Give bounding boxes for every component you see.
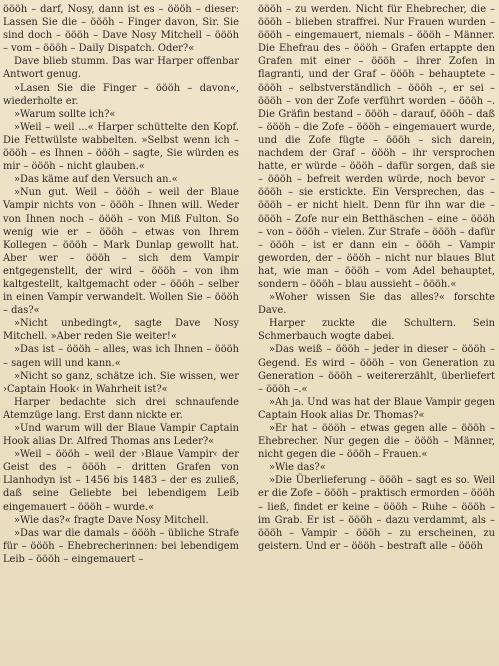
paragraph: Harper zuckte die Schultern. Sein Schmerbauch wogte dabei. [258,318,495,343]
paragraph: »Das käme auf den Versuch an.« [14,174,178,186]
paragraph: öööh – darf, Nosy, dann ist es – öööh – dieser: Lassen Sie die – öööh – Finger davon, Sir. Sie sind doch – öööh – Dave Nosy Mitchell – öööh – vom – öööh – Daily Dispatch. Oder?« [3,4,239,55]
paragraph: »Wie das?« fragte Dave Nosy Mitchell. [14,514,209,526]
paragraph: öööh – zu werden. Nicht für Ehebrecher, die – öööh – blieben straffrei. Nur Frauen wurden – öööh – eingemauert, niemals – öööh – Männer. Die Ehefrau des – öööh – Grafen ertappte den Grafen mit einer – öööh – ihrer Zofen in flagranti, und der Graf – öööh – behauptete – öööh – selbstverständlich – öööh –, er sei – öööh – von der Zofe verführt worden – öööh –. Die Gräfin bestand – öööh – darauf, öööh – daß – öööh – die Zofe – öööh – eingemauert wurde, und die Zofe fügte – öööh – sich darein, nachdem der Graf – öööh – ihr versprochen hatte, er würde – öööh – dafür sorgen, daß sie – öööh – befreit werden würde, noch bevor – öööh – sie erstickte. Ein Versprechen, das – öööh – er nicht hielt. Denn für ihn war die – öööh – Zofe nur ein Betthäschen – eine – öööh – von – öööh – vielen. Zur Strafe – öööh – dafür – öööh – ist er dann ein – öööh – Vampir geworden, der – öööh – nicht nur blaues Blut hat, wie man – öööh – vom Adel behauptet, sondern – öööh – blau aussieht – öööh.« [258,4,495,290]
paragraph: Harper bedachte sich drei schnaufende Atemzüge lang. Erst dann nickte er. [3,396,239,421]
left-column [3,3,239,566]
paragraph: »Er hat – öööh – etwas gegen alle – öööh – Ehebrecher. Nur gegen die – öööh – Männer, nicht gegen die – öööh – Frauen.« [258,423,495,461]
paragraph: »Wie das?« [269,462,326,474]
paragraph: »Weil – öööh – weil der ›Blaue Vampir‹ der Geist des – öööh – dritten Grafen von Llanhodyn ist – 1456 bis 1483 – der es zuließ, daß seine Geliebte bei lebendigem Leib eingemauert – öööh – wurde.« [3,449,239,513]
paragraph: »Lasen Sie die Finger – öööh – davon«, wiederholte er. [3,82,239,107]
paragraph: »Das ist – öööh – alles, was ich Ihnen – öööh – sagen will und kann.« [3,344,239,369]
right-column [258,3,495,553]
paragraph: »Ah ja. Und was hat der Blaue Vampir gegen Captain Hook alias Dr. Thomas?« [258,396,495,421]
paragraph: Dave blieb stumm. Das war Harper offenbar Antwort genug. [3,56,239,81]
paragraph: »Das weiß – öööh – jeder in dieser – öööh – Gegend. Es wird – öööh – von Generation zu Generation – öööh – weitererzählt, überliefert – öööh –.« [258,344,495,395]
paragraph: »Nun gut. Weil – öööh – weil der Blaue Vampir nichts von – öööh – Ihnen will. Weder von Ihnen noch – öööh – von Miß Fulton. So wenig wie er – öööh – etwas von Ihrem Kollegen – öööh – Mark Dunlap gewollt hat. Aber wer – öööh – sich dem Vampir entgegenstellt, der wird – öööh – von ihm kaltgestellt, kaltgemacht oder – öööh – selber in einen Vampir verwandelt. Wollen Sie – öööh – das?« [3,187,239,317]
paragraph: »Das war die damals – öööh – übliche Strafe für – öööh – Ehebrecherinnen: bei lebendigem Leib – öööh – eingemauert – [3,527,239,565]
paragraph: »Warum sollte ich?« [14,108,116,120]
paragraph: »Nicht unbedingt«, sagte Dave Nosy Mitchell. »Aber reden Sie weiter!« [3,318,239,343]
paragraph: »Weil – weil ...« Harper schüttelte den Kopf. Die Fettwülste wabbelten. »Selbst wenn ich – öööh – es Ihnen – öööh – sagte, Sie würden es mir – öööh – nicht glauben.« [3,121,239,173]
paragraph: »Und warum will der Blaue Vampir Captain Hook alias Dr. Alfred Thomas ans Leder?« [3,423,239,448]
paragraph: »Woher wissen Sie das alles?« forschte Dave. [258,292,495,317]
paragraph: »Die Überlieferung – öööh – sagt es so. Weil er die Zofe – öööh – praktisch ermorden – öööh – ließ, findet er keine – öööh – Ruhe – öööh – im Grab. Er ist – öööh – dazu verdammt, als – öööh – Vampir – öööh – zu erscheinen, zu geistern. Und er – öööh – bestraft alle – öööh [258,475,495,552]
paragraph: »Nicht so ganz, schätze ich. Sie wissen, wer ›Captain Hook‹ in Wahrheit ist?« [3,370,239,395]
